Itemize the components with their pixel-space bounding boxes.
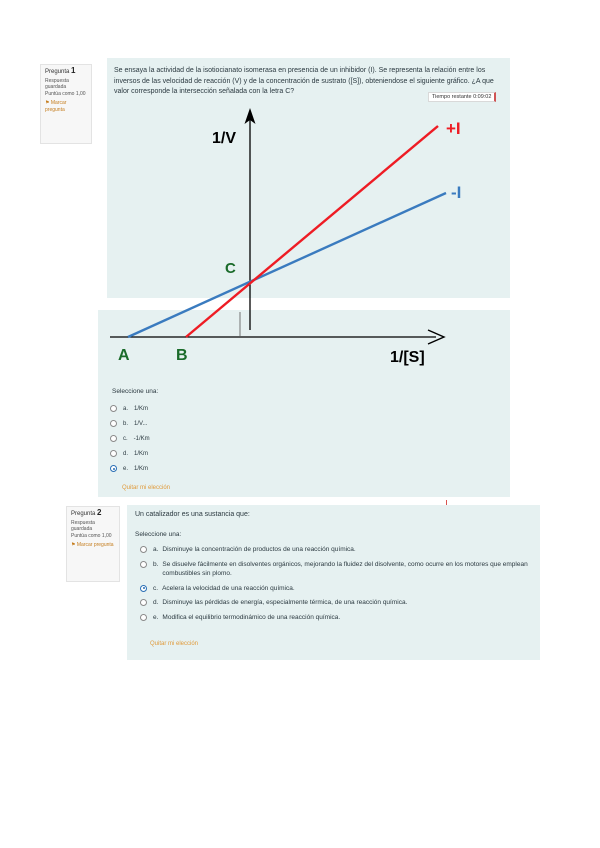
q2-option-d-text: Disminuye las pérdidas de energía, especialmente térmica, de una reacción química.	[162, 599, 408, 606]
q2-options	[140, 545, 530, 627]
q2-status: Respuesta guardada	[71, 519, 95, 532]
q2-flag-link[interactable]	[71, 542, 115, 549]
q2-clear-choice-link[interactable]: Quitar mi elección	[150, 641, 199, 647]
q2-option-c[interactable]	[140, 584, 530, 594]
q1-option-d[interactable]	[110, 446, 150, 461]
q2-option-b-text: Se disuelve fácilmente en disolventes orgánicos, mejorando la fluidez del disolvente, como ocurre en los motores que emplean combustibles sin plomo.	[162, 560, 528, 577]
q2-option-a-radio[interactable]	[140, 546, 147, 553]
q2-flag-label: Marcar pregunta	[76, 542, 114, 548]
q2-question-text: Un catalizador es una sustancia que:	[135, 511, 250, 518]
q2-title	[71, 510, 115, 518]
q1-option-e-letter: e.	[123, 465, 129, 472]
q2-option-c-radio[interactable]	[140, 585, 147, 592]
q1-number: 1	[71, 66, 76, 75]
q2-option-b[interactable]	[140, 560, 530, 579]
q2-option-b-letter: b.	[153, 560, 159, 568]
q2-option-b-radio[interactable]	[140, 561, 147, 568]
q2-select-label: Seleccione una:	[135, 531, 182, 538]
q1-option-b-letter: b.	[123, 420, 129, 427]
q2-option-a[interactable]	[140, 545, 530, 555]
q1-option-a[interactable]	[110, 401, 150, 416]
y-axis-label: 1/V	[212, 130, 237, 147]
q2-option-a-letter: a.	[153, 546, 159, 553]
q1-label: Pregunta	[45, 69, 70, 75]
q1-option-b-radio[interactable]	[110, 420, 117, 427]
q2-option-d-radio[interactable]	[140, 599, 147, 606]
q1-option-d-text: 1/Km	[134, 450, 149, 457]
q1-status: Respuesta guardada	[45, 77, 69, 90]
q1-question-text: Se ensaya la actividad de la isotiocianato isomerasa en presencia de un inhibidor (I). Se representa la relación entre los inversos de las velocidad de reacción (V) y de la concentración de sustrato ([S]), obteniendose el siguiente gráfico. ¿A que valor corresponde la intersección señalada con la letra C?	[114, 67, 494, 95]
q1-option-d-letter: d.	[123, 450, 129, 457]
point-b-label: B	[176, 347, 188, 364]
q1-option-e-text: 1/Km	[134, 465, 149, 472]
q1-option-a-letter: a.	[123, 405, 129, 412]
plus-i-label: +I	[446, 119, 461, 138]
q1-option-d-radio[interactable]	[110, 450, 117, 457]
line-plus-inhibitor	[186, 126, 438, 337]
q1-flag-label: Marcar pregunta	[45, 100, 67, 113]
q1-clear-choice-link[interactable]: Quitar mi elección	[122, 485, 171, 491]
q1-options	[110, 401, 150, 476]
q1-option-b[interactable]	[110, 416, 150, 431]
q1-option-b-text: 1/V...	[134, 420, 148, 427]
point-c-label: C	[225, 260, 236, 277]
flag-icon: ⚑	[71, 542, 77, 548]
q2-option-e-radio[interactable]	[140, 614, 147, 621]
q1-score: Puntúa como 1,00	[45, 90, 86, 97]
q1-option-a-text: 1/Km	[134, 405, 149, 412]
q2-option-e-text: Modifica el equilibrio termodinámico de una reacción química.	[162, 613, 341, 621]
x-axis-label: 1/[S]	[390, 349, 425, 366]
q1-option-a-radio[interactable]	[110, 405, 117, 412]
q2-label: Pregunta	[71, 511, 96, 517]
q1-select-label: Seleccione una:	[112, 388, 159, 395]
q1-option-c-radio[interactable]	[110, 435, 117, 442]
q1-option-e[interactable]	[110, 461, 150, 476]
q2-option-d-letter: d.	[153, 599, 159, 606]
q2-score: Puntúa como 1,00	[71, 532, 112, 539]
line-minus-inhibitor	[128, 193, 446, 337]
q2-info-card	[66, 506, 120, 582]
lineweaver-burk-graph	[0, 0, 600, 400]
flag-icon: ⚑	[45, 100, 51, 106]
q2-option-e-letter: e.	[153, 613, 159, 621]
minus-i-label: -I	[451, 183, 462, 202]
q2-option-c-text: Acelera la velocidad de una reacción química.	[162, 584, 295, 592]
q1-option-e-radio[interactable]	[110, 465, 117, 472]
q2-option-a-text: Disminuye la concentración de productos de una reacción química.	[162, 546, 356, 553]
point-a-label: A	[118, 347, 130, 364]
q1-option-c-letter: c.	[123, 435, 128, 442]
q2-option-e[interactable]	[140, 613, 530, 623]
q2-number: 2	[97, 508, 102, 517]
timer-text: Tiempo restante 0:09:02	[432, 94, 492, 100]
q2-option-c-letter: c.	[153, 584, 159, 592]
q1-option-c[interactable]	[110, 431, 150, 446]
q2-option-d[interactable]	[140, 598, 530, 608]
q1-option-c-text: -1/Km	[133, 435, 150, 442]
